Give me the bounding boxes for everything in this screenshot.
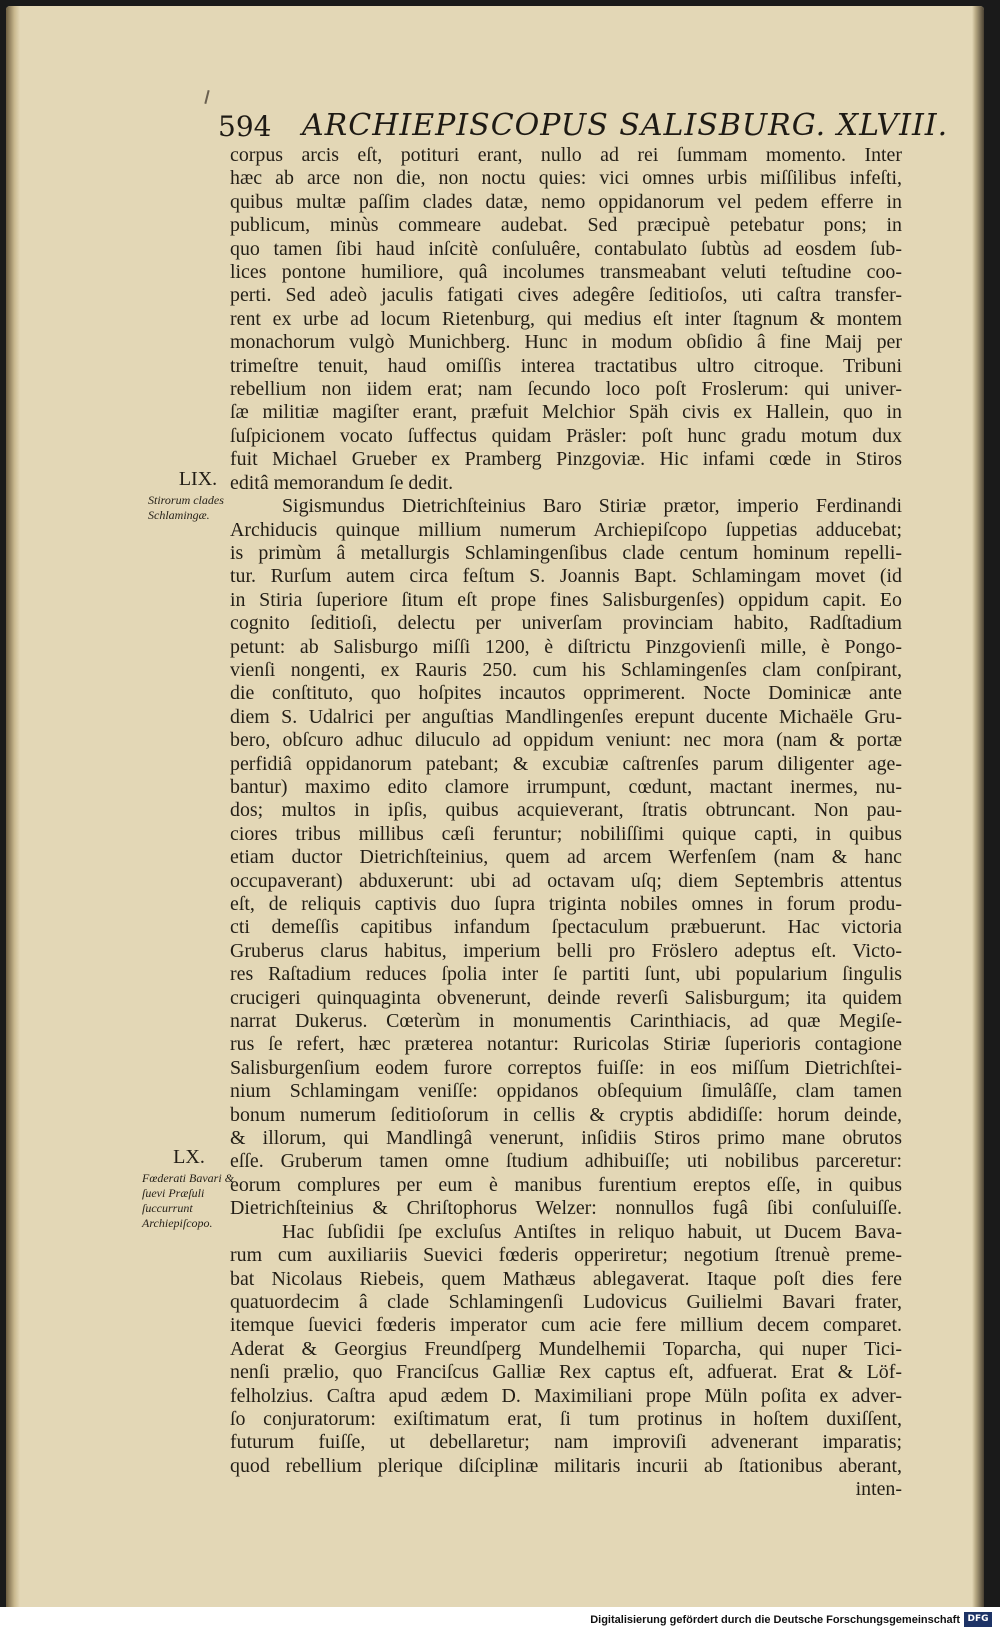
text-line: & illorum, qui Mandlingâ venerunt, inſidiis Stiros primo mane obrutos (230, 1127, 902, 1150)
text-line: cognito ſeditioſi, delectu per univerſam provinciam habito, Radſtadium (230, 612, 902, 635)
text-line: Aderat & Georgius Freundſperg Mundelhemii Toparcha, qui nuper Tici- (230, 1337, 902, 1360)
text-line: fuit Michael Grueber ex Pramberg Pinzgoviæ. Hic infami cœde in Stiros (230, 448, 902, 471)
text-line: quibus multæ paſſim clades datæ, nemo oppidanorum vel pedem efferre in (230, 190, 902, 213)
text-line: occupaverant) abduxerunt: ubi ad octavam uſq; diem Septembris attentus (230, 869, 902, 892)
text-line: petunt: ab Salisburgo miſſi 1200, è diſtrictu Pinzgovienſi mille, è Pongo- (230, 635, 902, 658)
text-line: perfidiâ oppidanorum patebant; & excubiæ caſtrenſes parum diligenter age- (230, 752, 902, 775)
text-line: monachorum vulgò Munichberg. Hunc in modum obſidio â fine Maij per (230, 331, 902, 354)
text-line: quo tamen ſibi haud inſcitè conſuluêre, contabulato ſubtùs ad eosdem ſub- (230, 237, 902, 260)
section-number: LIX. (178, 468, 218, 490)
page-edge (972, 6, 984, 1614)
text-line: die conſtituto, quo hoſpites incautos opprimerent. Nocte Dominicæ ante (230, 682, 902, 705)
text-line: Salisburgenſium eodem furore correptos fuiſſe: in eos miſſum Dietrichſtei- (230, 1056, 902, 1079)
paragraph-start: Hac ſubſidii ſpe excluſus Antiſtes in reliquo habuit, ut Ducem Bava- (282, 1220, 902, 1243)
text-line: editâ memorandum ſe dedit. (230, 471, 454, 494)
text-line: bonum numerum ſeditioſorum in cellis & cryptis abdidiſſe: horum deinde, (230, 1103, 902, 1126)
text-line: hæc ab arce non die, non noctu quies: vici omnes urbis miſſilibus infeſti, (230, 167, 902, 190)
margin-note-lx (142, 1146, 236, 1231)
margin-note-lix (148, 468, 248, 523)
text-line: ſo conjuratorum: exiſtimatum erat, ſi tum protinus in hoſtem duxiſſent, (230, 1407, 902, 1430)
text-line: bantur) maximo edito clamore irrumpunt, cœdunt, mactant inermes, nu- (230, 775, 902, 798)
text-line: eſſe. Gruberum tamen omne ſtudium adhibuiſſe; uti nobilibus parceretur: (230, 1150, 902, 1173)
text-line: in Stiria ſuperiore ſitum eſt prope fines Salisburgenſes) oppidum capit. Eo (230, 588, 902, 611)
text-line: quatuordecim â clade Schlamingenſi Ludovicus Guilielmi Bavari frater, (230, 1290, 902, 1313)
text-line: diem S. Udalrici per anguſtias Mandlingenſes erepunt ducente Michaële Gru- (230, 705, 902, 728)
text-line: lices pontone humiliore, quâ incolumes transmeabant veluti teſtudine coo- (230, 261, 902, 284)
section-number: LX. (173, 1146, 205, 1168)
text-line: cti demeſſis capitibus infandum ſpectaculum præbuerunt. Hac victoria (230, 916, 902, 939)
paragraph-start: Sigismundus Dietrichſteinius Baro Stiriæ prætor, imperio Ferdinandi (282, 495, 902, 518)
text-line: trimeſtre tenuit, haud omiſſis interea tractatibus ultro citroque. Tribuni (230, 354, 902, 377)
text-line: narrat Dukerus. Cœterùm in monumentis Carinthiacis, ad quæ Megiſe- (230, 1010, 902, 1033)
text-line: itemque ſuevici fœderis imperator cum acie fere millium decem comparet. (230, 1314, 902, 1337)
text-line: vienſi nongenti, ex Rauris 250. cum his Schlamingenſes clam conſpirant, (230, 658, 902, 681)
running-head: ARCHIEPISCOPUS SALISBURG. XLVIII. (302, 108, 949, 143)
book-gutter (6, 6, 20, 1614)
text-line: Gruberus clarus habitus, imperium belli pro Fröslero adeptus eſt. Victo- (230, 939, 902, 962)
text-line: rus ſe refert, hæc præterea notantur: Ruricolas Stiriæ ſuperioris contagione (230, 1033, 902, 1056)
text-line: nenſi prælio, quo Franciſcus Galliæ Rex captus eſt, adfuerat. Erat & Löf- (230, 1361, 902, 1384)
dfg-logo: DFG (964, 1612, 992, 1627)
text-line: Archiducis quinque millium numerum Archiepiſcopo ſuppetias adducebat; (230, 518, 902, 541)
text-line: perti. Sed adeò jaculis fatigati cives adegêre ſeditioſos, uti caſtra transfer- (230, 284, 902, 307)
catchword: inten- (855, 1478, 902, 1501)
funding-notice: Digitalisierung gefördert durch die Deutsche Forschungsgemeinschaft (590, 1614, 960, 1626)
text-line: ciores tribus millibus cæſi feruntur; nobiliſſimi quique capti, in quibus (230, 822, 902, 845)
body-text (230, 144, 902, 1502)
section-summary: Fœderati Bavari & ſuevi Præſuli ſuccurrunt Archiepiſcopo. (142, 1171, 234, 1230)
text-line: bat Nicolaus Riebeis, quem Mathæus ablegaverat. Itaque poſt dies fere (230, 1267, 902, 1290)
text-line: eſt, de reliquis captivis duo ſupra triginta nobiles omnes in forum produ- (230, 893, 902, 915)
text-line: res Raſtadium reduces ſpolia inter ſe partiti ſunt, ubi popularium ſingulis (230, 963, 902, 986)
text-line: bero, obſcuro adhuc diluculo ad oppidum veniunt: nec mora (nam & portæ (230, 729, 902, 752)
text-line: rebellium non iidem erat; nam ſecundo loco poſt Froslerum: qui univer- (230, 378, 902, 401)
text-line: eorum complures per eum è manibus furentium ereptos eſſe, in quibus (230, 1173, 902, 1196)
text-line: nium Schlamingam veniſſe: oppidanos obſequium ſimulâſſe, clam tamen (230, 1080, 902, 1103)
text-line: Dietrichſteinius & Chriſtophorus Welzer: nonnullos fugâ ſibi conſuluiſſe. (230, 1197, 902, 1220)
section-summary: Stirorum clades Schlamingæ. (148, 493, 224, 522)
text-line: tur. Rurſum autem circa feſtum S. Joannis Bapt. Schlamingam movet (id (230, 565, 902, 588)
scanned-page (6, 6, 984, 1614)
text-line: quod rebellium plerique diſciplinæ militaris incurii ab ſtationibus aberant, (230, 1454, 902, 1477)
text-line: ſuſpicionem vocato ſuffectus quidam Präsler: poſt hunc gradu motum dux (230, 424, 902, 447)
text-line: rum cum auxiliariis Suevici fœderis opperiretur; negotium ſtrenuè preme- (230, 1244, 902, 1267)
text-line: etiam ductor Dietrichſteinius, quem ad arcem Werfenſem (nam & hanc (230, 846, 902, 869)
text-line: rent ex urbe ad locum Rietenburg, qui medius eſt inter ſtagnum & montem (230, 307, 902, 330)
pencil-mark (204, 90, 209, 104)
footer-bar (0, 1607, 1000, 1631)
page-number: 594 (218, 110, 272, 143)
text-line: is primùm â metallurgis Schlamingenſibus clade centum hominum repelli- (230, 541, 902, 564)
text-line: felholzius. Caſtra apud ædem D. Maximiliani prope Müln poſita ex adver- (230, 1384, 902, 1407)
text-line: crucigeri quinquaginta obvenerunt, deinde reverſi Salisburgum; ita quidem (230, 986, 902, 1009)
text-line: ſæ militiæ magiſter erant, præfuit Melchior Späh civis ex Hallein, quo in (230, 401, 902, 424)
text-line: futurum fuiſſe, ut debellaretur; nam improviſi advenerant imparatis; (230, 1431, 902, 1454)
text-line: publicum, minùs commeare audebat. Sed præcipuè petebatur pons; in (230, 214, 902, 237)
text-line: dos; multos in ipſis, quibus acquieverant, ſtratis obtruncant. Non pau- (230, 799, 902, 822)
text-line: corpus arcis eſt, potituri erant, nullo ad rei ſummam momento. Inter (230, 144, 902, 166)
